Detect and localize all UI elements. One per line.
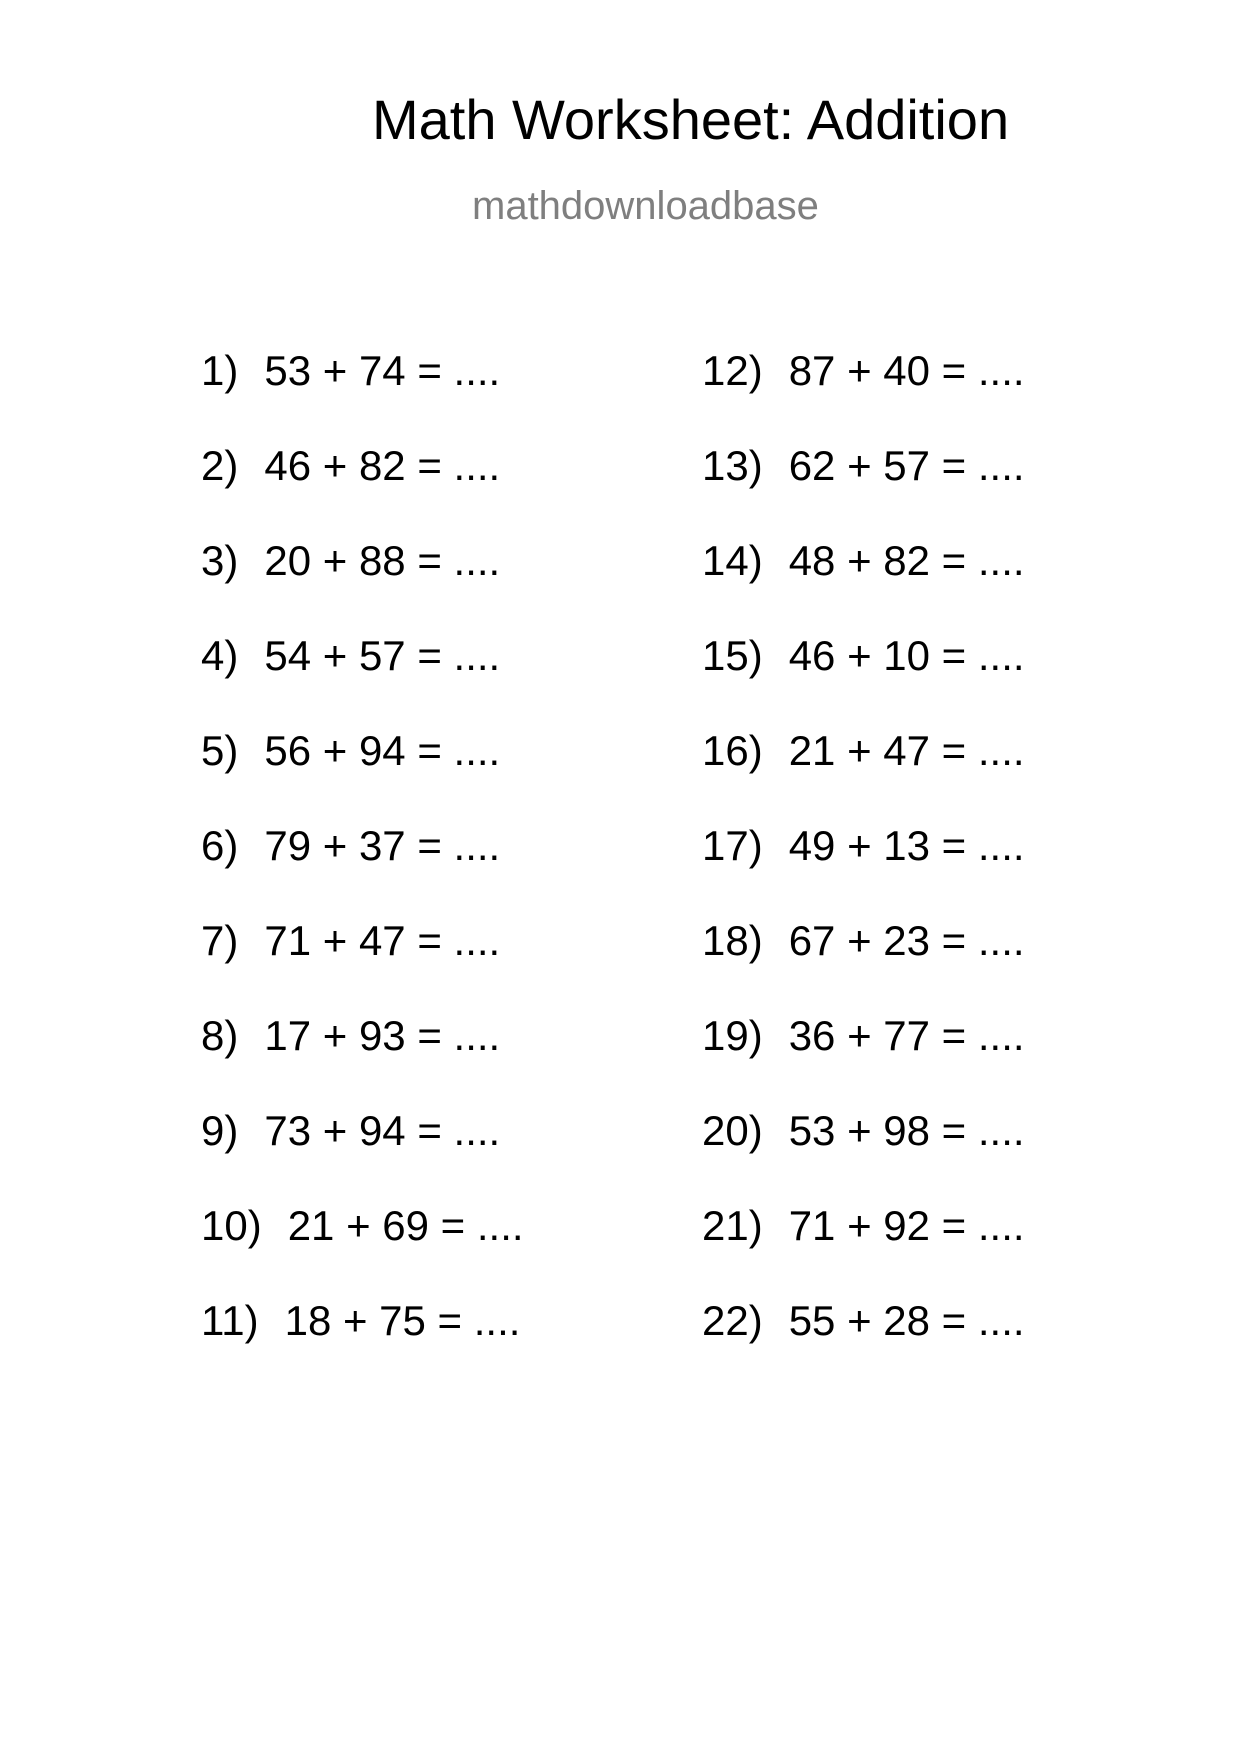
problem-item	[702, 537, 1025, 635]
problem-number: 18)	[702, 917, 763, 964]
problem-number: 11)	[201, 1297, 259, 1344]
problem-expression: 55 + 28 = ....	[788, 1297, 1025, 1344]
problem-expression: 48 + 82 = ....	[788, 537, 1025, 584]
problem-number: 5)	[201, 727, 239, 774]
problem-expression: 73 + 94 = ....	[264, 1107, 501, 1154]
problem-expression: 67 + 23 = ....	[788, 917, 1025, 964]
problem-number: 9)	[201, 1107, 239, 1154]
problem-number: 4)	[201, 632, 239, 679]
problem-expression: 21 + 69 = ....	[287, 1202, 524, 1249]
problem-expression: 49 + 13 = ....	[788, 822, 1025, 869]
problem-expression: 20 + 88 = ....	[264, 537, 501, 584]
problem-number: 17)	[702, 822, 763, 869]
problem-item	[702, 917, 1025, 1015]
problem-number: 7)	[201, 917, 239, 964]
problem-number: 6)	[201, 822, 239, 869]
problem-number: 15)	[702, 632, 763, 679]
problem-item	[702, 1107, 1025, 1205]
problem-item	[702, 632, 1025, 730]
problem-expression: 21 + 47 = ....	[788, 727, 1025, 774]
problem-expression: 36 + 77 = ....	[788, 1012, 1025, 1059]
problem-number: 20)	[702, 1107, 763, 1154]
problem-expression: 71 + 47 = ....	[264, 917, 501, 964]
problem-number: 14)	[702, 537, 763, 584]
problem-expression: 46 + 10 = ....	[788, 632, 1025, 679]
problem-item	[702, 442, 1025, 540]
problem-item	[201, 822, 524, 920]
page-title: Math Worksheet: Addition	[372, 88, 1010, 151]
problem-number: 16)	[702, 727, 763, 774]
problem-item	[201, 632, 524, 730]
problem-expression: 53 + 74 = ....	[264, 347, 501, 394]
problem-number: 12)	[702, 347, 763, 394]
problem-number: 2)	[201, 442, 239, 489]
problem-item	[201, 1012, 524, 1110]
problem-item	[201, 727, 524, 825]
problem-expression: 46 + 82 = ....	[264, 442, 501, 489]
problem-item	[201, 537, 524, 635]
problem-expression: 53 + 98 = ....	[788, 1107, 1025, 1154]
problem-item	[201, 917, 524, 1015]
problem-number: 3)	[201, 537, 239, 584]
problem-number: 21)	[702, 1202, 763, 1249]
problem-item	[702, 1202, 1025, 1300]
problem-number: 19)	[702, 1012, 763, 1059]
problem-item	[702, 1012, 1025, 1110]
problem-column-right	[702, 347, 1025, 1395]
problem-item	[201, 1107, 524, 1205]
problem-item	[201, 442, 524, 540]
problem-expression: 87 + 40 = ....	[788, 347, 1025, 394]
source-subtitle: mathdownloadbase	[472, 184, 819, 228]
problem-number: 8)	[201, 1012, 239, 1059]
problem-expression: 71 + 92 = ....	[788, 1202, 1025, 1249]
problem-expression: 18 + 75 = ....	[284, 1297, 521, 1344]
problem-expression: 56 + 94 = ....	[264, 727, 501, 774]
problem-column-left	[201, 347, 524, 1395]
problem-number: 10)	[201, 1202, 262, 1249]
problem-item	[702, 1297, 1025, 1395]
problem-item	[702, 822, 1025, 920]
problem-item	[201, 1297, 524, 1395]
problem-expression: 62 + 57 = ....	[788, 442, 1025, 489]
problem-item	[201, 1202, 524, 1300]
problem-number: 1)	[201, 347, 239, 394]
problem-expression: 17 + 93 = ....	[264, 1012, 501, 1059]
problem-expression: 79 + 37 = ....	[264, 822, 501, 869]
problem-item	[702, 347, 1025, 445]
problem-item	[201, 347, 524, 445]
problem-number: 13)	[702, 442, 763, 489]
problem-item	[702, 727, 1025, 825]
problem-expression: 54 + 57 = ....	[264, 632, 501, 679]
problem-number: 22)	[702, 1297, 763, 1344]
